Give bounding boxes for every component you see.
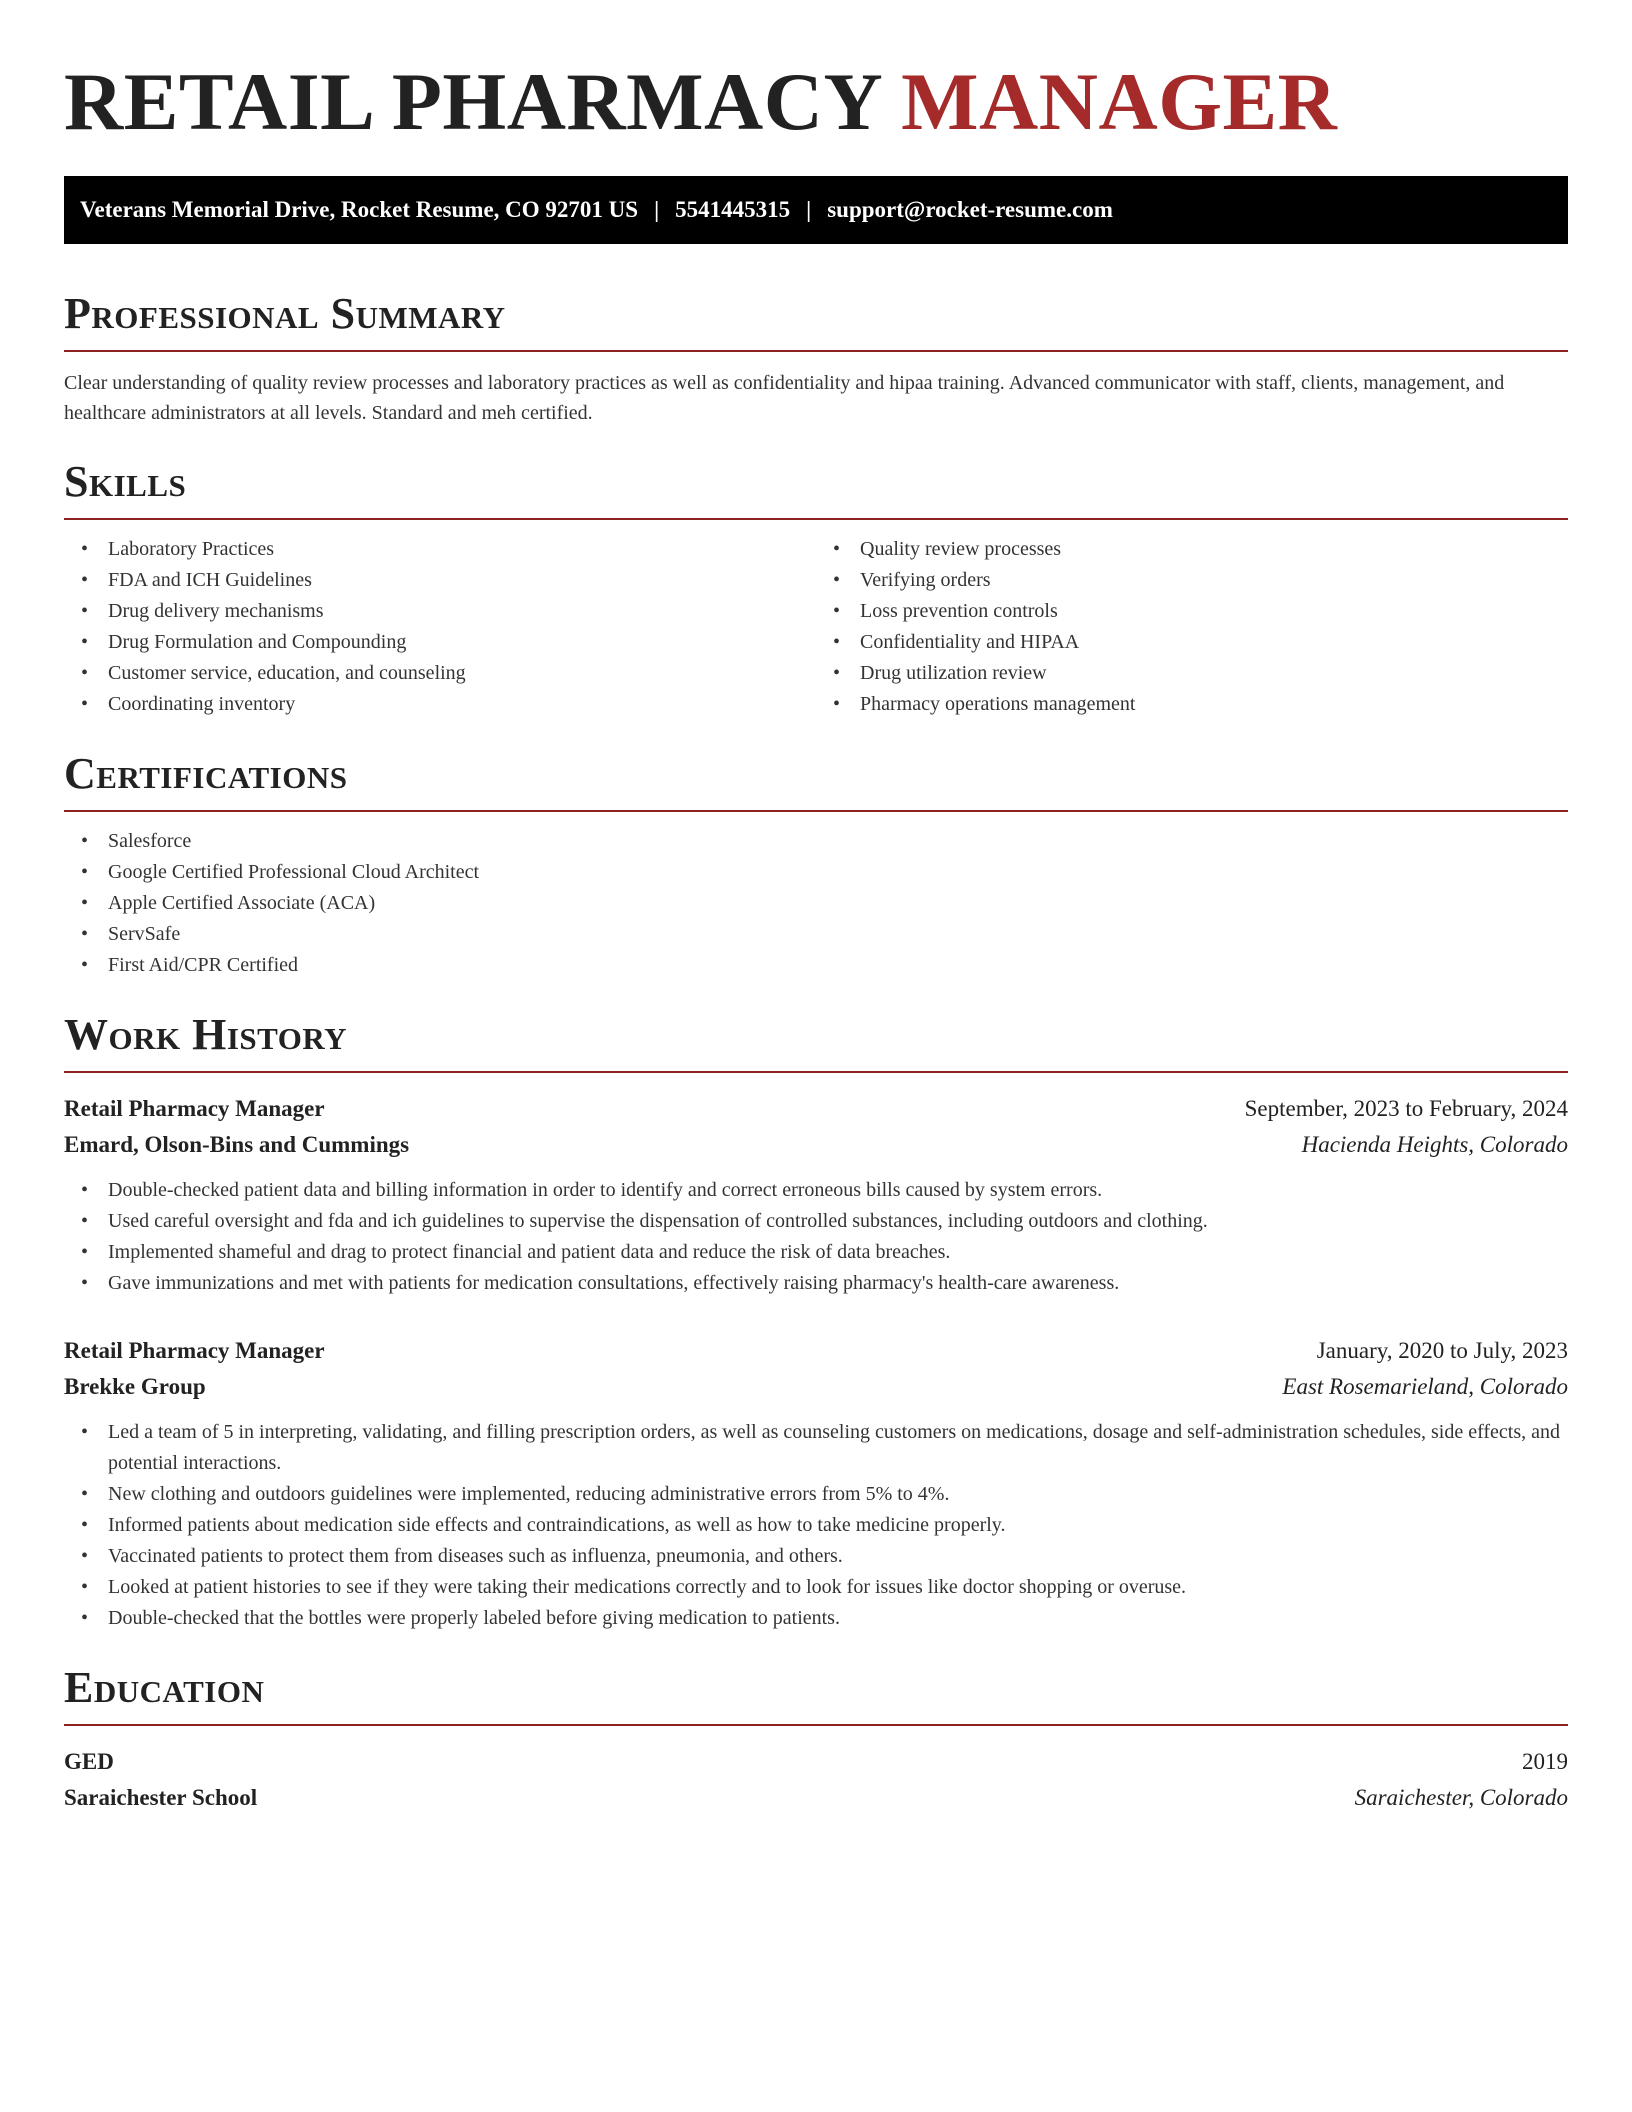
certification-label: ServSafe [108, 923, 181, 945]
job-company: Brekke Group [64, 1374, 206, 1399]
job-company-row [64, 1369, 1568, 1405]
job-bullets [64, 1175, 1568, 1299]
bullet: • [81, 631, 89, 653]
list-item [64, 1572, 1568, 1603]
bullet: • [81, 1483, 89, 1505]
contact-address: Veterans Memorial Drive, Rocket Resume, CO 92701 US [80, 197, 639, 222]
list-item [816, 689, 1568, 720]
bullet: • [833, 631, 841, 653]
skill-label: Laboratory Practices [108, 538, 275, 560]
list-item [64, 888, 1568, 919]
list-item [816, 627, 1568, 658]
list-item [64, 689, 816, 720]
skill-label: Drug Formulation and Compounding [108, 631, 407, 653]
education-degree-row [64, 1744, 1568, 1780]
job-bullet-text: Double-checked that the bottles were properly labeled before giving medication to patients. [108, 1607, 840, 1629]
bullet: • [81, 861, 89, 883]
skills-section [64, 458, 1568, 720]
job-bullet-text: New clothing and outdoors guidelines were implemented, reducing administrative errors from 5% to 4%. [108, 1483, 950, 1505]
job-bullet-text: Looked at patient histories to see if they were taking their medications correctly and to look for issues like doctor shopping or overuse. [108, 1576, 1187, 1598]
title-main: RETAIL PHARMACY [64, 56, 881, 147]
summary-heading: Professional Summary [64, 290, 1568, 352]
job-company: Emard, Olson-Bins and Cummings [64, 1132, 410, 1157]
education-school: Saraichester School [64, 1785, 258, 1810]
list-item [816, 565, 1568, 596]
summary-section [64, 290, 1568, 428]
list-item [64, 919, 1568, 950]
job-location: Hacienda Heights, Colorado [1301, 1132, 1568, 1157]
certifications-list [64, 826, 1568, 981]
job-bullet-text: Led a team of 5 in interpreting, validating, and filling prescription orders, as well as counseling customers on medications, dosage and self-administration schedules, side effects, and potential interactions. [108, 1421, 1561, 1474]
job-bullet-text: Double-checked patient data and billing information in order to identify and correct erroneous bills caused by system errors. [108, 1179, 1103, 1201]
certification-label: Salesforce [108, 830, 192, 852]
bullet: • [833, 538, 841, 560]
education-section [64, 1664, 1568, 1816]
bullet: • [81, 1272, 89, 1294]
skill-label: Drug utilization review [860, 662, 1047, 684]
bullet: • [81, 693, 89, 715]
bullet: • [81, 662, 89, 684]
job-bullets [64, 1417, 1568, 1634]
skill-label: Loss prevention controls [860, 600, 1058, 622]
bullet: • [81, 923, 89, 945]
work-history-heading: Work History [64, 1011, 1568, 1073]
skill-label: Pharmacy operations management [860, 693, 1136, 715]
skills-list-right [816, 534, 1568, 720]
resume-title [64, 52, 1568, 152]
skill-label: Drug delivery mechanisms [108, 600, 324, 622]
bullet: • [81, 892, 89, 914]
bullet: • [81, 1514, 89, 1536]
work-history-section [64, 1011, 1568, 1634]
contact-separator: | [806, 197, 812, 222]
education-degree: GED [64, 1749, 114, 1774]
bullet: • [833, 693, 841, 715]
bullet: • [81, 830, 89, 852]
list-item [64, 1541, 1568, 1572]
bullet: • [81, 1576, 89, 1598]
list-item [64, 627, 816, 658]
skill-label: Quality review processes [860, 538, 1062, 560]
skill-label: Confidentiality and HIPAA [860, 631, 1080, 653]
bullet: • [81, 538, 89, 560]
list-item [64, 1479, 1568, 1510]
bullet: • [81, 1241, 89, 1263]
bullet: • [81, 1179, 89, 1201]
job-title-row [64, 1333, 1568, 1369]
list-item [64, 950, 1568, 981]
education-location: Saraichester, Colorado [1354, 1785, 1568, 1810]
job-bullet-text: Informed patients about medication side effects and contraindications, as well as how to take medicine properly. [108, 1514, 1006, 1536]
skill-label: FDA and ICH Guidelines [108, 569, 312, 591]
job-title: Retail Pharmacy Manager [64, 1338, 325, 1363]
education-entry [64, 1744, 1568, 1816]
list-item [64, 1510, 1568, 1541]
summary-text: Clear understanding of quality review processes and laboratory practices as well as confidentiality and hipaa training. Advanced communicator with staff, clients, management, and healthcare administrators at all levels. Standard and meh certified. [64, 372, 1505, 424]
job-entry [64, 1333, 1568, 1634]
bullet: • [81, 1545, 89, 1567]
bullet: • [81, 1607, 89, 1629]
certification-label: Apple Certified Associate (ACA) [108, 892, 376, 914]
contact-email: support@rocket-resume.com [827, 197, 1113, 222]
list-item [64, 1237, 1568, 1268]
job-bullet-text: Used careful oversight and fda and ich guidelines to supervise the dispensation of controlled substances, including outdoors and clothing. [108, 1210, 1208, 1232]
job-bullet-text: Implemented shameful and drag to protect financial and patient data and reduce the risk of data breaches. [108, 1241, 951, 1263]
skills-list-left [64, 534, 816, 720]
skills-columns [64, 520, 1568, 720]
bullet: • [81, 600, 89, 622]
skill-label: Verifying orders [860, 569, 991, 591]
skill-label: Coordinating inventory [108, 693, 296, 715]
skills-heading: Skills [64, 458, 1568, 520]
list-item [64, 565, 816, 596]
certifications-heading: Certifications [64, 750, 1568, 812]
contact-bar [64, 176, 1568, 244]
contact-separator: | [654, 197, 660, 222]
bullet: • [833, 569, 841, 591]
list-item [64, 1603, 1568, 1634]
certification-label: First Aid/CPR Certified [108, 954, 299, 976]
bullet: • [81, 1421, 89, 1443]
job-location: East Rosemarieland, Colorado [1282, 1374, 1568, 1399]
job-entry [64, 1091, 1568, 1299]
bullet: • [81, 1210, 89, 1232]
contact-phone: 5541445315 [675, 197, 791, 222]
job-dates: January, 2020 to July, 2023 [1316, 1338, 1568, 1363]
list-item [64, 1175, 1568, 1206]
list-item [64, 596, 816, 627]
certifications-section [64, 750, 1568, 981]
bullet: • [833, 662, 841, 684]
job-title-row [64, 1091, 1568, 1127]
title-accent: MANAGER [901, 56, 1338, 147]
list-item [64, 857, 1568, 888]
job-dates: September, 2023 to February, 2024 [1244, 1096, 1568, 1121]
list-item [64, 1268, 1568, 1299]
bullet: • [81, 569, 89, 591]
skill-label: Customer service, education, and counseling [108, 662, 466, 684]
certification-label: Google Certified Professional Cloud Architect [108, 861, 480, 883]
list-item [64, 1417, 1568, 1479]
list-item [64, 534, 816, 565]
list-item [816, 658, 1568, 689]
education-heading: Education [64, 1664, 1568, 1726]
job-company-row [64, 1127, 1568, 1163]
list-item [816, 596, 1568, 627]
job-bullet-text: Vaccinated patients to protect them from diseases such as influenza, pneumonia, and others. [108, 1545, 843, 1567]
list-item [64, 1206, 1568, 1237]
education-school-row [64, 1780, 1568, 1816]
list-item [816, 534, 1568, 565]
education-year: 2019 [1522, 1749, 1568, 1774]
list-item [64, 826, 1568, 857]
bullet: • [81, 954, 89, 976]
list-item [64, 658, 816, 689]
job-bullet-text: Gave immunizations and met with patients for medication consultations, effectively raising pharmacy's health-care awareness. [108, 1272, 1120, 1294]
bullet: • [833, 600, 841, 622]
job-title: Retail Pharmacy Manager [64, 1096, 325, 1121]
